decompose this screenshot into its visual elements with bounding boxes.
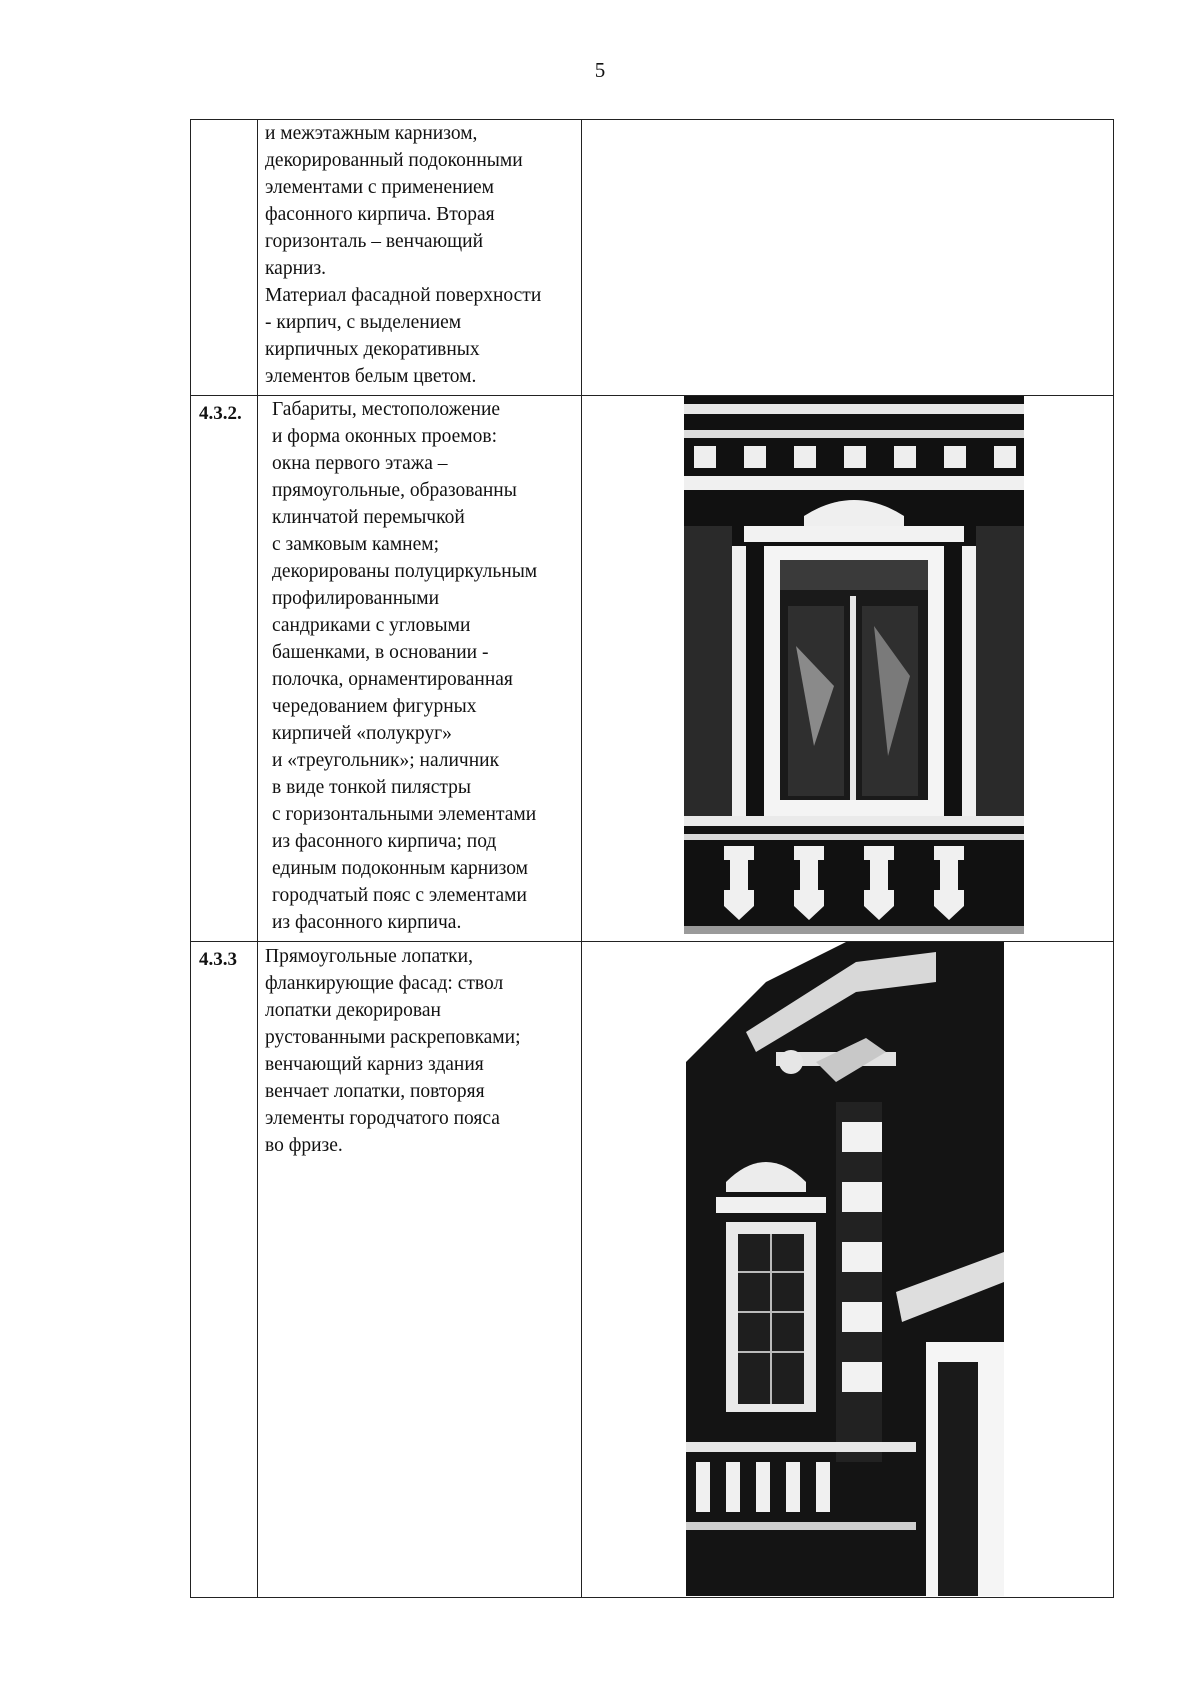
row-description: Прямоугольные лопатки, фланкирующие фасад: ствол лопатки декорирован рустованными раскреповками; венчающий карниз здания венчает лопатки, повторяя элементы городчатого пояса во фризе. xyxy=(258,942,582,1597)
window-facade-photo xyxy=(684,396,1024,934)
row-image-cell xyxy=(582,942,1113,1597)
row-description: и межэтажным карнизом, декорированный подоконными элементами с применением фасонного кирпича. Вторая горизонталь – венчающий карниз. Материал фасадной поверхности - кирпич, с выделением кирпичных декоративных элементов белым цветом. xyxy=(258,120,582,395)
row-number: 4.3.3 xyxy=(191,942,258,1597)
table-row xyxy=(191,120,1113,395)
table-row xyxy=(191,395,1113,941)
row-number xyxy=(191,120,258,395)
document-table xyxy=(190,119,1114,1598)
row-image-cell xyxy=(582,396,1113,941)
table-row xyxy=(191,941,1113,1597)
row-number: 4.3.2. xyxy=(191,396,258,941)
page-number: 5 xyxy=(594,58,606,82)
row-description: Габариты, местоположение и форма оконных проемов: окна первого этажа – прямоугольные, образованны клинчатой перемычкой с замковым камнем; декорированы полуциркульным профилированными сандриками с угловыми башенками, в основании - полочка, орнаментированная чередованием фигурных кирпичей «полукруг» и «треугольник»; наличник в виде тонкой пилястры с горизонтальными элементами из фасонного кирпича; под единым подоконным карнизом городчатый пояс с элементами из фасонного кирпича. xyxy=(258,396,582,941)
row-image-cell xyxy=(582,120,1113,395)
pilaster-facade-photo xyxy=(686,942,1004,1596)
